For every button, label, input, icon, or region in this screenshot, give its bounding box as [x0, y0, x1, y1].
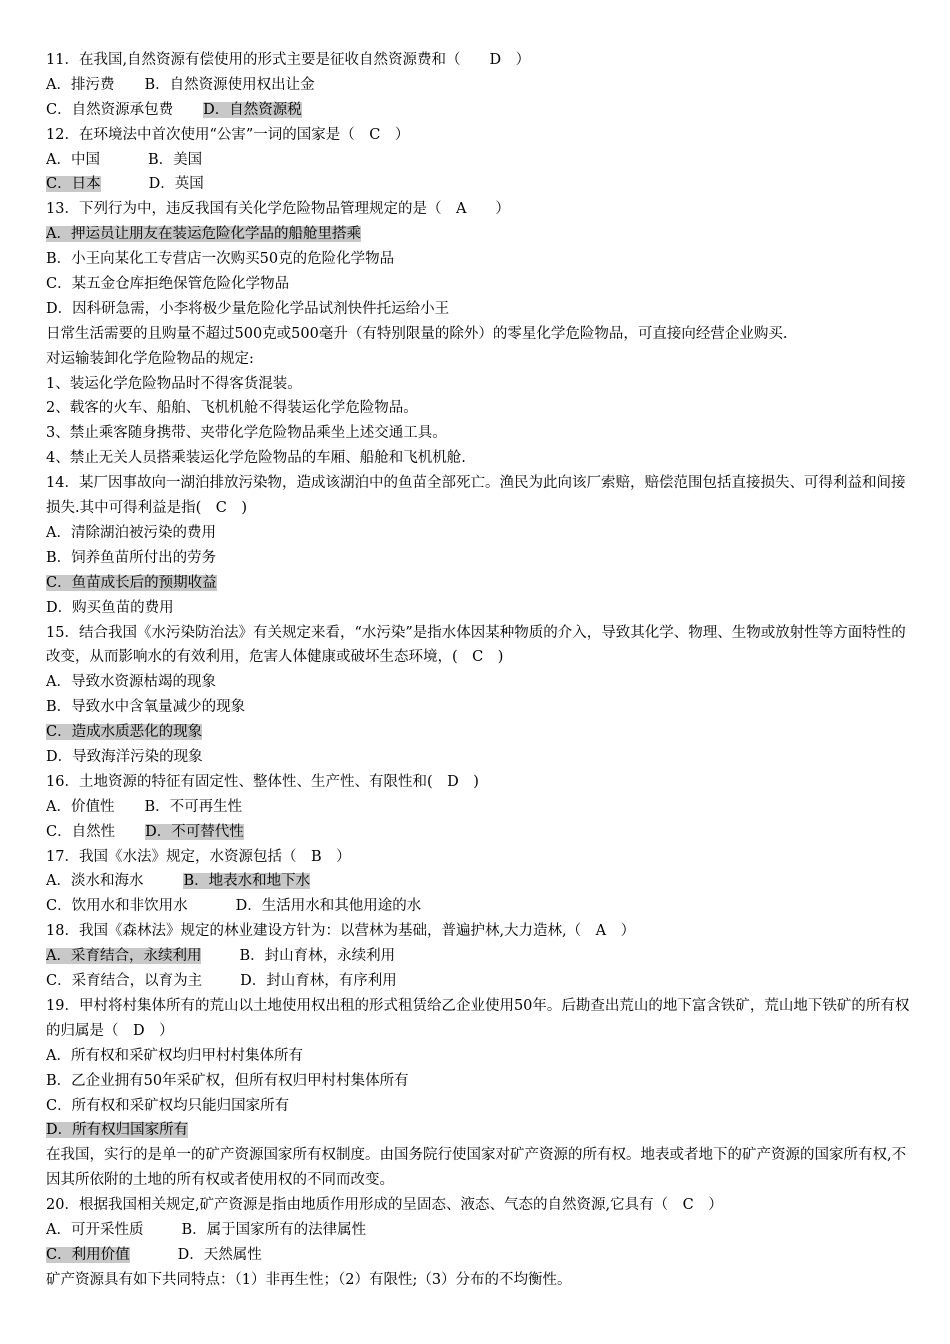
question-18-options-cd	[46, 969, 912, 994]
question-15-stem: 15．结合我国《水污染防治法》有关规定来看，“水污染”是指水体因某种物质的介入，导致其化学、物理、生物或放射性等方面特性的改变，从而影响水的有效利用，危害人体健康或破坏生态环境，( C )	[46, 624, 906, 666]
question-16-options-ab	[46, 795, 912, 820]
question-17-options-cd	[46, 894, 912, 919]
option-a: A．排污费	[46, 76, 115, 93]
question-20-stem: 20．根据我国相关规定,矿产资源是指由地质作用形成的呈固态、液态、气态的自然资源,它具有（ C ）	[46, 1197, 723, 1214]
question-13-option-d: D．因科研急需，小李将极少量危险化学品试剂快件托运给小王	[46, 300, 450, 317]
question-14-option-a: A．清除湖泊被污染的费用	[46, 524, 216, 541]
option-c-answer: C．鱼苗成长后的预期收益	[46, 574, 217, 591]
option-c-answer: C．利用价值	[46, 1246, 130, 1263]
question-14-option-c	[46, 571, 912, 596]
question-13-stem: 13．下列行为中，违反我国有关化学危险物品管理规定的是（ A ）	[46, 201, 510, 218]
option-b: B．自然资源使用权出让金	[144, 76, 315, 93]
question-16-stem: 16．土地资源的特征有固定性、整体性、生产性、有限性和( D )	[46, 773, 479, 790]
option-b: B．美国	[147, 151, 203, 168]
option-a: A．中国	[46, 151, 100, 168]
question-20-note: 矿产资源具有如下共同特点：（1）非再生性；（2）有限性;（3）分布的不均衡性。	[46, 1271, 572, 1288]
question-14-option-b: B．饲养鱼苗所付出的劳务	[46, 549, 217, 566]
question-15-option-b: B．导致水中含氧量减少的现象	[46, 699, 246, 716]
option-a-answer: A．采育结合，永续利用	[46, 948, 202, 965]
question-16-options-cd	[46, 820, 912, 845]
question-18-stem: 18．我国《森林法》规定的林业建设方针为：以营林为基础，普遍护林,大力造林,（ A ）	[46, 923, 636, 940]
question-11-options-ab	[46, 73, 912, 98]
option-c: C．自然性	[46, 823, 116, 840]
question-19-note: 在我国，实行的是单一的矿产资源国家所有权制度。由国务院行使国家对矿产资源的所有权。地表或者地下的矿产资源的国家所有权,不因其所依附的土地的所有权或者使用权的不同而改变。	[46, 1147, 907, 1189]
question-20-options-ab	[46, 1218, 912, 1243]
question-11-options-cd	[46, 98, 912, 123]
option-d-answer: D．不可替代性	[145, 823, 244, 840]
question-list	[46, 48, 912, 1293]
question-13-option-c: C．某五金仓库拒绝保管危险化学物品	[46, 276, 290, 293]
question-13-note-0: 日常生活需要的且购量不超过500克或500毫升（有特别限量的除外）的零星化学危险物品，可直接向经营企业购买.	[46, 325, 788, 342]
question-15-option-a: A．导致水资源枯竭的现象	[46, 674, 216, 691]
option-c: C．采育结合，以育为主	[46, 973, 203, 990]
option-a: A．可开采性质	[46, 1221, 144, 1238]
question-12-options-cd	[46, 172, 912, 197]
option-c: C．饮用水和非饮用水	[46, 898, 188, 915]
option-c-answer: C．造成水质恶化的现象	[46, 724, 203, 741]
question-19-option-b: B．乙企业拥有50年采矿权，但所有权归甲村村集体所有	[46, 1072, 409, 1089]
option-d: D．封山育林，有序利用	[240, 973, 397, 990]
option-c-answer: C．日本	[46, 176, 101, 193]
question-17-options-ab	[46, 869, 912, 894]
question-19-option-c: C．所有权和采矿权均只能归国家所有	[46, 1097, 290, 1114]
option-d-answer: D．所有权归国家所有	[46, 1122, 189, 1139]
question-13-note-5: 4、禁止无关人员搭乘装运化学危险物品的车厢、船舱和飞机机舱.	[46, 450, 466, 467]
option-c: C．自然资源承包费	[46, 101, 174, 118]
question-19-option-a: A．所有权和采矿权均归甲村村集体所有	[46, 1047, 303, 1064]
option-d: D．天然属性	[177, 1246, 262, 1263]
option-b: B．属于国家所有的法律属性	[181, 1221, 367, 1238]
option-a: A．价值性	[46, 798, 115, 815]
question-14-stem: 14．某厂因事故向一湖泊排放污染物，造成该湖泊中的鱼苗全部死亡。渔民为此向该厂索赔，赔偿范围包括直接损失、可得利益和间接损失.其中可得利益是指( C )	[46, 475, 906, 517]
question-13-note-2: 1、装运化学危险物品时不得客货混装。	[46, 375, 302, 392]
question-13-option-a	[46, 222, 912, 247]
question-13-note-4: 3、禁止乘客随身携带、夹带化学危险物品乘坐上述交通工具。	[46, 425, 447, 442]
question-13-option-b: B．小王向某化工专营店一次购买50克的危险化学物品	[46, 251, 395, 268]
question-17-stem: 17．我国《水法》规定，水资源包括（ B ）	[46, 848, 351, 865]
option-b-answer: B．地表水和地下水	[183, 873, 311, 890]
question-18-options-ab	[46, 944, 912, 969]
option-d: D．英国	[148, 176, 204, 193]
question-15-option-d: D．导致海洋污染的现象	[46, 749, 203, 765]
option-b: B．不可再生性	[144, 798, 243, 815]
option-a: A．淡水和海水	[46, 873, 144, 890]
question-13-note-1: 对运输装卸化学危险物品的规定:	[46, 350, 254, 367]
question-19-stem: 19．甲村将村集体所有的荒山以土地使用权出租的形式租赁给乙企业使用50年。后勘查出荒山的地下富含铁矿，荒山地下铁矿的所有权的归属是（ D ）	[46, 997, 910, 1039]
option-a-answer: A．押运员让朋友在装运危险化学品的船舱里搭乘	[46, 226, 361, 243]
question-11-stem: 11．在我国,自然资源有偿使用的形式主要是征收自然资源费和（ D ）	[46, 52, 531, 68]
question-14-option-d: D．购买鱼苗的费用	[46, 599, 174, 616]
option-d: D．生活用水和其他用途的水	[235, 898, 422, 915]
question-20-options-cd	[46, 1243, 912, 1268]
question-19-option-d	[46, 1118, 912, 1143]
question-15-option-c	[46, 720, 912, 745]
option-b: B．封山育林，永续利用	[239, 948, 396, 965]
question-12-stem: 12．在环境法中首次使用“公害”一词的国家是（ C ）	[46, 126, 410, 143]
option-d-answer: D．自然资源税	[203, 101, 302, 118]
question-12-options-ab	[46, 148, 912, 173]
question-13-note-3: 2、载客的火车、船舶、飞机机舱不得装运化学危险物品。	[46, 400, 418, 417]
